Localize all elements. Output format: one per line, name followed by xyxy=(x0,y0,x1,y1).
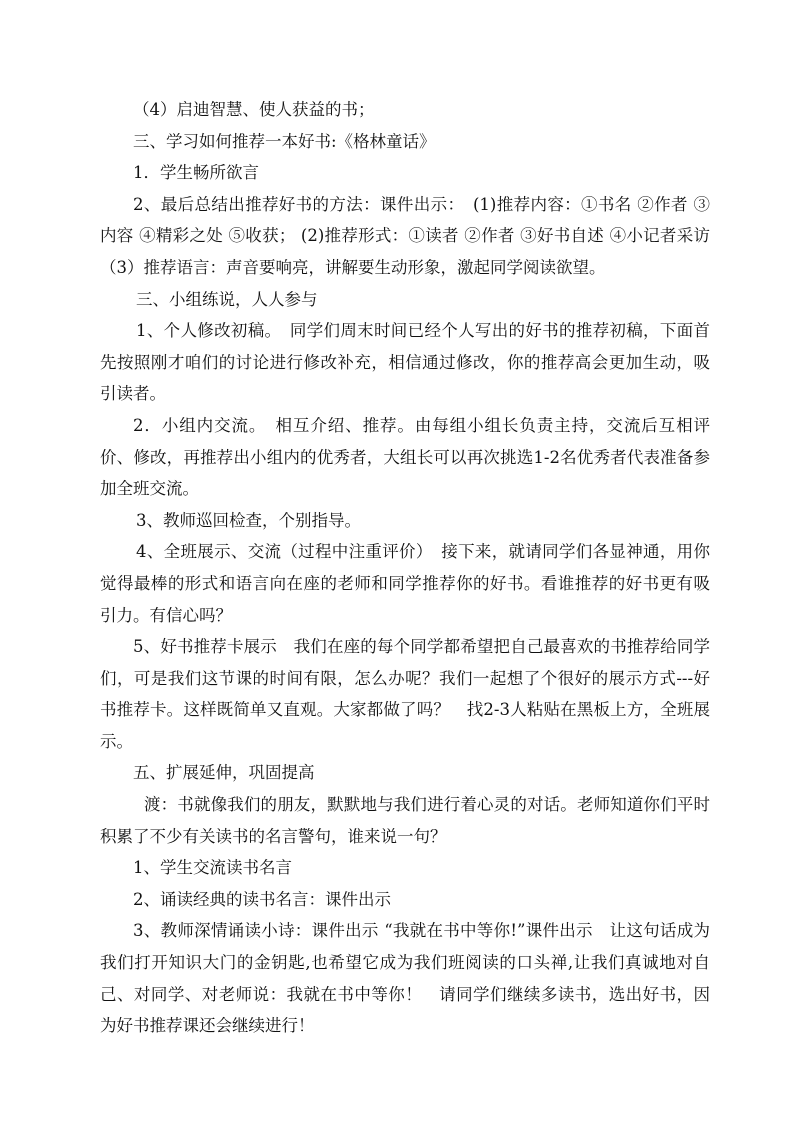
paragraph-share-quotes: 1、学生交流读书名言 xyxy=(133,858,292,878)
paragraph-group-exchange: 2．小组内交流。 相互介绍、推荐。由每组小组长负责主持，交流后互相评价、修改，再推荐出小组内的优秀者，大组长可以再次挑选1-2名优秀者代表准备参加全班交流。 xyxy=(100,415,710,499)
paragraph-students-speak: 1．学生畅所欲言 xyxy=(133,163,259,183)
paragraph-reading-types: （4）启迪智慧、使人获益的书； xyxy=(133,100,375,119)
section-heading-recommend-book: 三、学习如何推荐一本好书:《格林童话》 xyxy=(133,131,436,151)
section-heading-group-practice: 三、小组练说，人人参与 xyxy=(136,289,318,309)
paragraph-class-showcase: 4、全班展示、交流（过程中注重评价） 接下来，就请同学们各显神通，用你觉得最棒的形式和语言向在座的老师和同学推荐你的好书。看谁推荐的好书更有吸引力。有信心吗？ xyxy=(100,542,710,625)
document-body xyxy=(100,94,710,1042)
paragraph-recommend-methods: 2、最后总结出推荐好书的方法：课件出示： (1)推荐内容：①书名 ②作者 ③内容 ④精彩之处 ⑤收获； (2)推荐形式：①读者 ②作者 ③好书自述 ④小记者采访 （3）推荐语言：声音要响亮，讲解要生动形象，激起同学阅读欲望。 xyxy=(100,194,710,277)
section-heading-extension: 五、扩展延伸，巩固提高 xyxy=(133,763,315,783)
paragraph-recommend-card: 5、好书推荐卡展示 我们在座的每个同学都希望把自己最喜欢的书推荐给同学们，可是我们这节课的时间有限，怎么办呢？我们一起想了个很好的展示方式---好书推荐卡。这样既简单又直观。大家都做了吗？ 找2-3人粘贴在黑板上方，全班展示。 xyxy=(100,637,710,751)
paragraph-teacher-check: 3、教师巡回检查，个别指导。 xyxy=(136,510,361,530)
paragraph-recite-quotes: 2、诵读经典的读书名言：课件出示 xyxy=(133,889,391,909)
paragraph-transition: 渡：书就像我们的朋友，默默地与我们进行着心灵的对话。老师知道你们平时积累了不少有关读书的名言警句，谁来说一句？ xyxy=(100,795,710,846)
paragraph-revise-draft: 1、个人修改初稿。 同学们周末时间已经个人写出的好书的推荐初稿，下面首先按照刚才咱们的讨论进行修改补充，相信通过修改，你的推荐高会更加生动，吸引读者。 xyxy=(100,321,710,404)
paragraph-teacher-poem: 3、教师深情诵读小诗：课件出示 “我就在书中等你!”课件出示 让这句话成为我们打开知识大门的金钥匙,也希望它成为我们班阅读的口头禅,让我们真诚地对自己、对同学、对老师说：我就在书中等你！ 请同学们继续多读书，选出好书，因为好书推荐课还会继续进行！ xyxy=(100,921,710,1036)
